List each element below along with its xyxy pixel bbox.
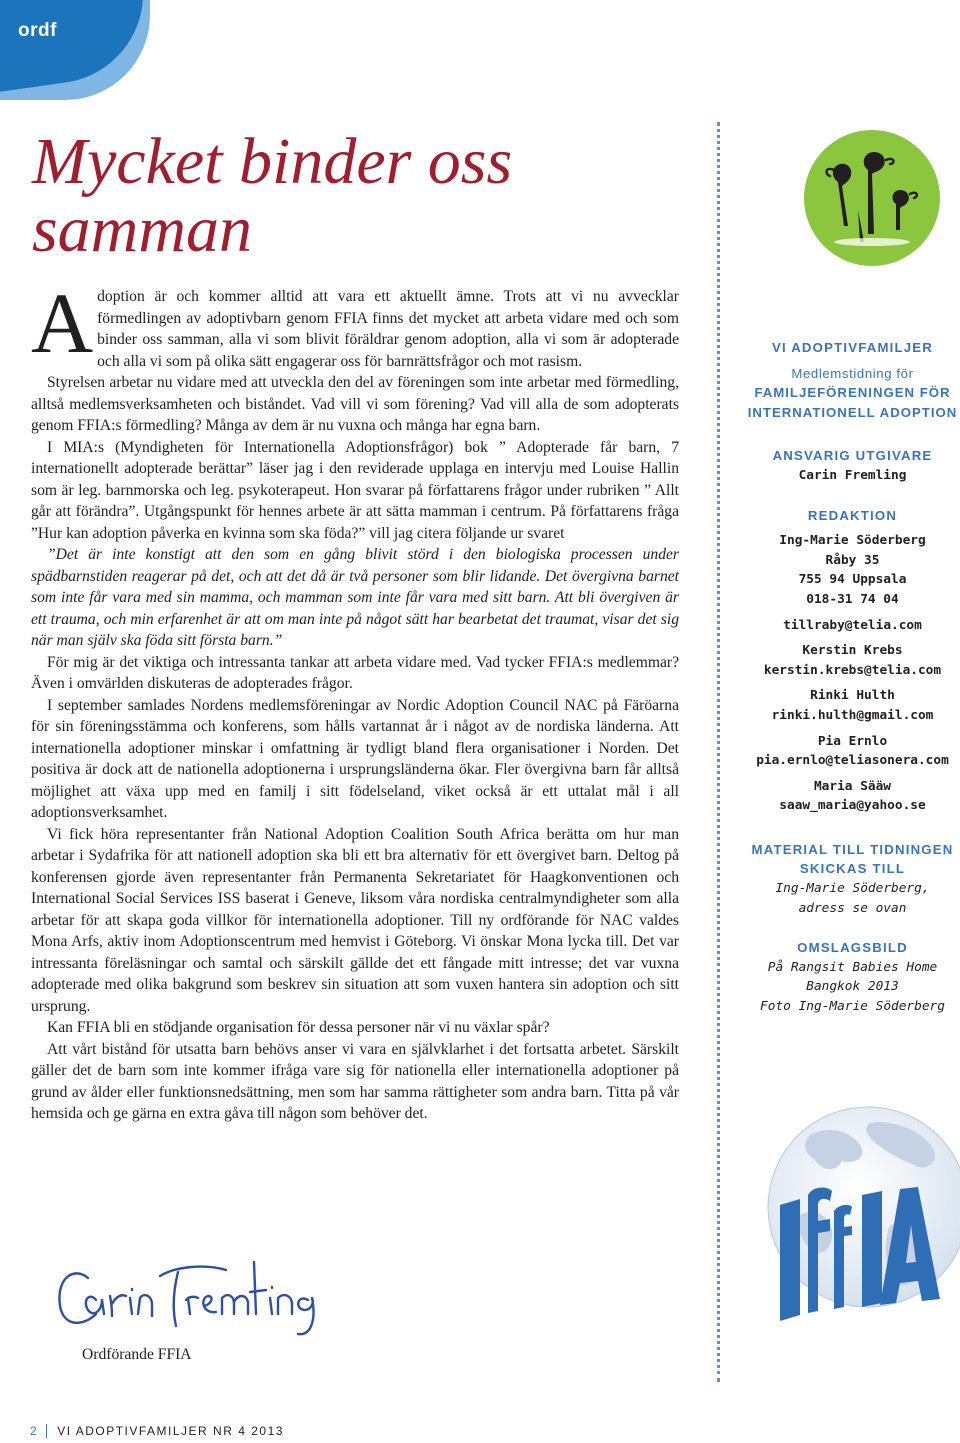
editor-email: tillraby@telia.com <box>783 617 922 633</box>
lead-paragraph <box>31 275 679 372</box>
member-email: rinki.hulth@gmail.com <box>771 707 934 723</box>
paragraph: Att vårt bistånd för utsatta barn behövs anser vi vara en självklarhet i det fortsatta arbetet. Särskilt gäller det de barn som inte kommer ifråga vare sig för nationella eller internationella adoptioner på grund av ålder eller funktionsnedsättning, men som har samma rättigheter som andra barn. Titta på vår hemsida och ge gärna en extra gåva till någon som behöver det. <box>31 1040 679 1122</box>
ffia-globe-logo-icon <box>750 1095 960 1350</box>
member-name: Maria Sääw <box>813 778 892 794</box>
member-name: Rinki Hulth <box>810 688 895 704</box>
material-heading-2: SKICKAS TILL <box>799 861 906 877</box>
editor-phone: 018-31 74 04 <box>806 591 899 607</box>
paragraph: I MIA:s (Myndigheten för Internationella Adoptionsfrågor) bok ” Adopterade får barn, 7 internationellt adopterade berättar” läser jag i den reviderade upplaga en intervju med Louise Hallin som är leg. barnmorska och leg. psykoterapeut. Hon svarar på författarens frågor under rubriken ” Allt går att förändra”. Utgångspunkt för hennes arbete är att sätta mamman i centrum. På författarens fråga ”Hur kan adoption påverka en kvinna som ska föda?” vill jag citera följande ur svaret <box>31 438 679 542</box>
cover-line: På Rangsit Babies Home <box>767 959 938 975</box>
paragraph: Kan FFIA bli en stödjande organisation för dessa personer när vi nu växlar spår? <box>47 1019 550 1036</box>
cover-line: Foto Ing-Marie Söderberg <box>760 999 945 1015</box>
column-divider <box>717 122 720 1382</box>
cover-line: Bangkok 2013 <box>806 979 899 995</box>
member-line: Medlemstidning för <box>791 365 914 381</box>
material-line: Ing-Marie Söderberg, <box>775 881 930 897</box>
editor-street: Råby 35 <box>825 552 880 568</box>
paragraph: Vi fick höra representanter från National Adoption Coalition South Africa berätta om hur man arbetar i Sydafrika för att nationell adoption ska bli ett bra alternativ för ett övergivet barn. Deltog på konferensen gjorde även representanter från Permanenta Sekretariatet för Haagkonventionen och International Social Services ISS baserat i Geneve, liksom våra nordiska centralmyndigheter som alla arbetar för att skapa goda villkor för internationella adoptioner. Till ny ordförande för NAC valdes Mona Arfs, aktiv inom Adoptionscentrum med hemvist i Göteborg. Vi önskar Mona lycka till. Det var intressanta föreläsningar och samtal och särskilt gällde det ett fångade mitt intresse; det var vuxna adopterade med olika bakgrund som beskrev sin situation att som vuxen hantera sin adoption och sitt ursprung. <box>31 825 679 1015</box>
page-number: 2 <box>30 1424 39 1438</box>
publisher-heading: ANSVARIG UTGIVARE <box>772 448 933 464</box>
lead-text: doption är och kommer alltid att vara ett aktuellt ämne. Trots att vi nu avvecklar förmedlingen av adoptivbarn genom FFIA finns det mycket att arbeta vidare med och som binder oss samman, alla vi som blivit föräldrar genom adoption, alla vi som är adopterade och alla vi som på olika sätt engagerar oss för barnrättsfrågor och mot rasism. <box>97 288 679 370</box>
signature-block <box>26 1248 346 1378</box>
quote-paragraph: ”Det är inte konstigt att den som en gång blivit störd i den biologiska processen under spädbarnstiden reagerar på det, och att det då är två personer som blir lidande. Det övergivna barnet som inte får vara med sin mamma, och mamman som inte får vara med sitt barn. Att bli övergiven är ett trauma, och min erfarenhet är att om man inte på något sätt har bearbetat det traumat, visar det sig när man själv ska föda sitt första barn.” <box>31 546 679 649</box>
publication-name: VI ADOPTIVFAMILJER NR 4 2013 <box>57 1424 284 1438</box>
signer-role: Ordförande FFIA <box>82 1346 192 1363</box>
article-body <box>31 275 679 1125</box>
headline-line-1: Mycket binder oss <box>32 125 513 198</box>
material-heading: MATERIAL TILL TIDNINGEN <box>751 841 954 857</box>
member-email: pia.ernlo@teliasonera.com <box>756 753 949 769</box>
section-label: ordf <box>18 20 57 41</box>
material-line: adress se ovan <box>798 900 907 916</box>
publisher-name: Carin Fremling <box>798 467 907 483</box>
paragraph: I september samlades Nordens medlemsföreningar av Nordic Adoption Council NAC på Färöarna för sin föreningsstämma och konferens, som hålls vartannat år i något av de nordiska länderna. Att internationella adoptioner minskar i omfattning är tydligt bland flera organisationer i Norden. Det positiva är dock att de nationella adoptionerna i ursprungsländerna ökar. Fler övergivna barn får alltså möjlighet att växa upp med en familj i sitt födelseland, viket också är ett uttalat mål i all adoptionsverksamhet. <box>31 696 679 821</box>
org-line-2: INTERNATIONELL ADOPTION <box>747 404 958 420</box>
drop-cap: A <box>31 275 94 371</box>
paragraph: Styrelsen arbetar nu vidare med att utveckla den del av föreningen som inte arbetar med förmedling, alltså medlemsverksamheten och biståndet. Vad vill vi som förening? Vad vill alla de som adopterats genom FFIA:s förmedling? Många av dem är nu vuxna och många har egna barn. <box>31 374 679 434</box>
member-email: saaw_maria@yahoo.se <box>779 798 926 814</box>
member-email: kerstin.krebs@telia.com <box>763 662 942 678</box>
mushroom-figures-logo-icon <box>804 130 940 266</box>
member-name: Kerstin Krebs <box>802 643 903 659</box>
page-footer <box>30 1424 284 1438</box>
headline <box>32 125 672 266</box>
org-line-1: FAMILJEFÖRENINGEN FÖR <box>754 385 951 401</box>
cover-heading: OMSLAGSBILD <box>797 940 908 956</box>
magazine-name: VI ADOPTIVFAMILJER <box>771 340 934 355</box>
colophon <box>745 338 960 1017</box>
member-name: Pia Ernlo <box>817 733 888 749</box>
handwritten-signature <box>26 1248 326 1343</box>
footer-divider <box>46 1424 47 1438</box>
editor-name: Ing-Marie Söderberg <box>779 533 926 549</box>
editor-city: 755 94 Uppsala <box>798 572 907 588</box>
headline-line-2: samman <box>32 193 253 266</box>
paragraph: För mig är det viktiga och intressanta tankar att arbeta vidare med. Vad tycker FFIA:s medlemmar? Även i omvärlden diskuteras de adopterades frågor. <box>31 653 679 692</box>
editorial-heading: REDAKTION <box>807 507 898 523</box>
